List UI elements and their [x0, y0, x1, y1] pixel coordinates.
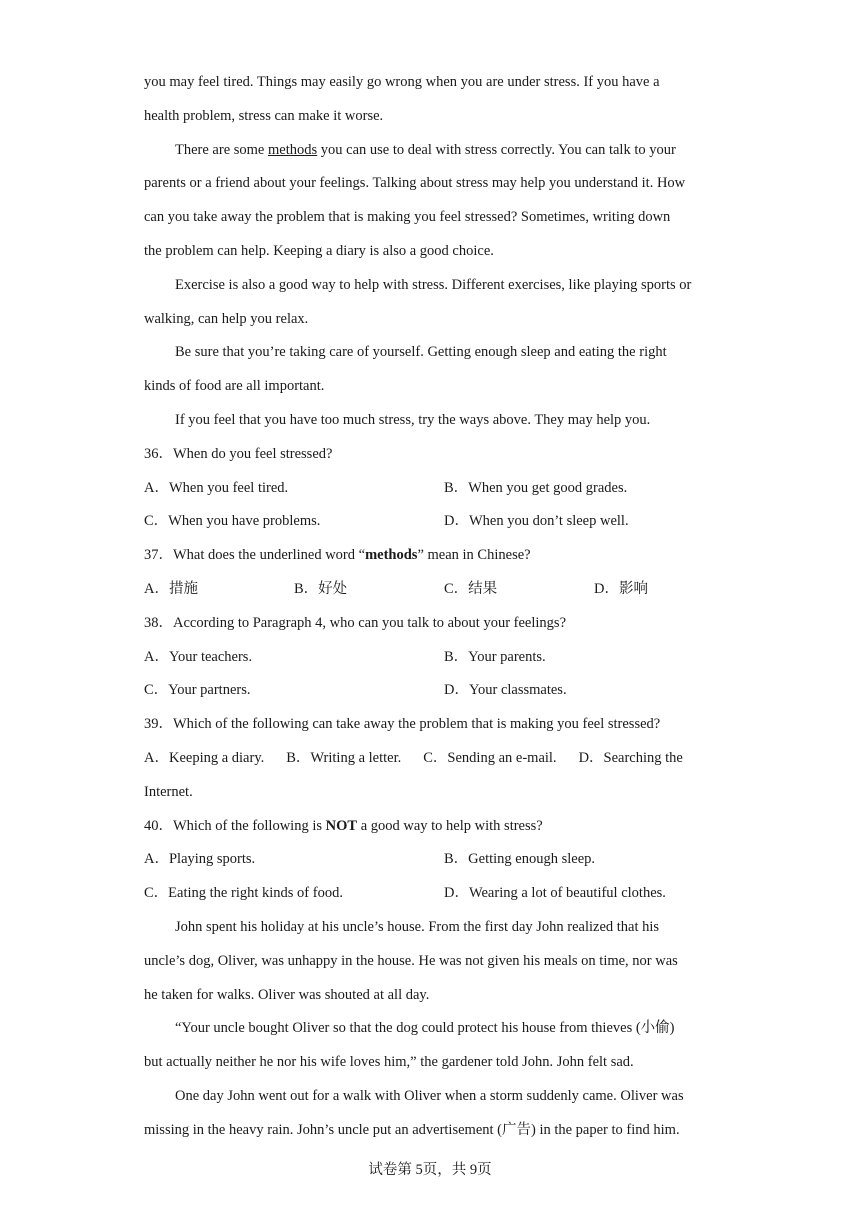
option-b: B．Getting enough sleep.	[444, 851, 596, 868]
option-c: C．When you have problems.	[144, 513, 321, 530]
passage-line: If you feel that you have too much stress, try the ways above. They may help you.	[175, 411, 651, 428]
underlined-word-methods: methods	[268, 141, 318, 158]
passage-line: “Your uncle bought Oliver so that the dog could protect his house from thieves (小偷)	[175, 1020, 675, 1037]
passage-line: walking, can help you relax.	[144, 310, 309, 327]
stem-text: 37．What does the underlined word “	[144, 547, 366, 564]
question-36-options	[144, 505, 718, 539]
question-39-options	[144, 742, 718, 776]
option-c: C．结果	[444, 580, 498, 597]
stem-bold-word: NOT	[325, 817, 358, 834]
passage-line: can you take away the problem that is making you feel stressed? Sometimes, writing down	[144, 209, 671, 226]
passage-line: the problem can help. Keeping a diary is also a good choice.	[144, 242, 494, 259]
question-38-options	[144, 641, 718, 675]
question-38-options	[144, 674, 718, 708]
passage-line: parents or a friend about your feelings. Talking about stress may help you understand it. How	[144, 175, 686, 192]
stem-text: 40．Which of the following is	[144, 817, 326, 834]
question-37-options	[144, 573, 718, 607]
option-d: D．When you don’t sleep well.	[444, 513, 629, 530]
passage-line: you may feel tired. Things may easily go wrong when you are under stress. If you have a	[144, 74, 660, 90]
passage-line: uncle’s dog, Oliver, was unhappy in the house. He was not given his meals on time, nor was	[144, 952, 678, 969]
stem-bold-word: methods	[365, 547, 418, 564]
passage-line	[144, 134, 718, 168]
option-d: D．影响	[594, 580, 648, 597]
question-40-options	[144, 877, 718, 911]
page-footer: 试卷第 5页，共 9页	[368, 1162, 492, 1178]
question-36-options	[144, 472, 718, 506]
passage-line: health problem, stress can make it worse.	[144, 107, 384, 124]
option-b: B．Your parents.	[444, 648, 546, 665]
question-37-stem	[144, 539, 718, 573]
passage-line: Be sure that you’re taking care of yourself. Getting enough sleep and eating the right	[175, 344, 667, 361]
option-b: B．好处	[294, 580, 348, 597]
option-d: D．Your classmates.	[444, 682, 567, 699]
passage-line: One day John went out for a walk with Oliver when a storm suddenly came. Oliver was	[175, 1087, 684, 1104]
stem-text: ” mean in Chinese?	[417, 547, 531, 564]
passage-line: he taken for walks. Oliver was shouted at all day.	[144, 986, 430, 1003]
passage-line: Exercise is also a good way to help with stress. Different exercises, like playing sports or	[175, 276, 692, 293]
passage-line: kinds of food are all important.	[144, 378, 325, 395]
passage-line: but actually neither he nor his wife loves him,” the gardener told John. John felt sad.	[144, 1054, 634, 1071]
question-39-stem: 39．Which of the following can take away the problem that is making you feel stressed?	[144, 716, 661, 733]
option-a: A．Keeping a diary.	[144, 749, 265, 766]
passage-line: John spent his holiday at his uncle’s house. From the first day John realized that his	[175, 918, 660, 935]
stem-text: a good way to help with stress?	[357, 817, 543, 834]
passage-text: you can use to deal with stress correctly. You can talk to your	[317, 141, 676, 158]
page-content	[144, 66, 718, 1148]
question-38-stem: 38．According to Paragraph 4, who can you talk to about your feelings?	[144, 614, 567, 631]
question-36-stem: 36．When do you feel stressed?	[144, 445, 333, 462]
option-b: B．When you get good grades.	[444, 479, 628, 496]
option-a: A．Your teachers.	[144, 648, 253, 665]
passage-text: There are some	[175, 141, 268, 158]
option-b: B．Writing a letter.	[286, 749, 402, 766]
option-a: A．措施	[144, 580, 198, 597]
question-40-options	[144, 843, 718, 877]
option-d: D．Searching the	[578, 749, 683, 766]
option-c: C．Your partners.	[144, 682, 251, 699]
option-d: D．Wearing a lot of beautiful clothes.	[444, 885, 666, 902]
option-a: A．Playing sports.	[144, 851, 256, 868]
option-c: C．Eating the right kinds of food.	[144, 885, 343, 902]
option-c: C．Sending an e-mail.	[423, 749, 557, 766]
passage-line: missing in the heavy rain. John’s uncle put an advertisement (广告) in the paper to find him.	[144, 1121, 680, 1138]
option-d-continued: Internet.	[144, 783, 193, 800]
question-40-stem	[144, 810, 718, 844]
option-a: A．When you feel tired.	[144, 479, 289, 496]
